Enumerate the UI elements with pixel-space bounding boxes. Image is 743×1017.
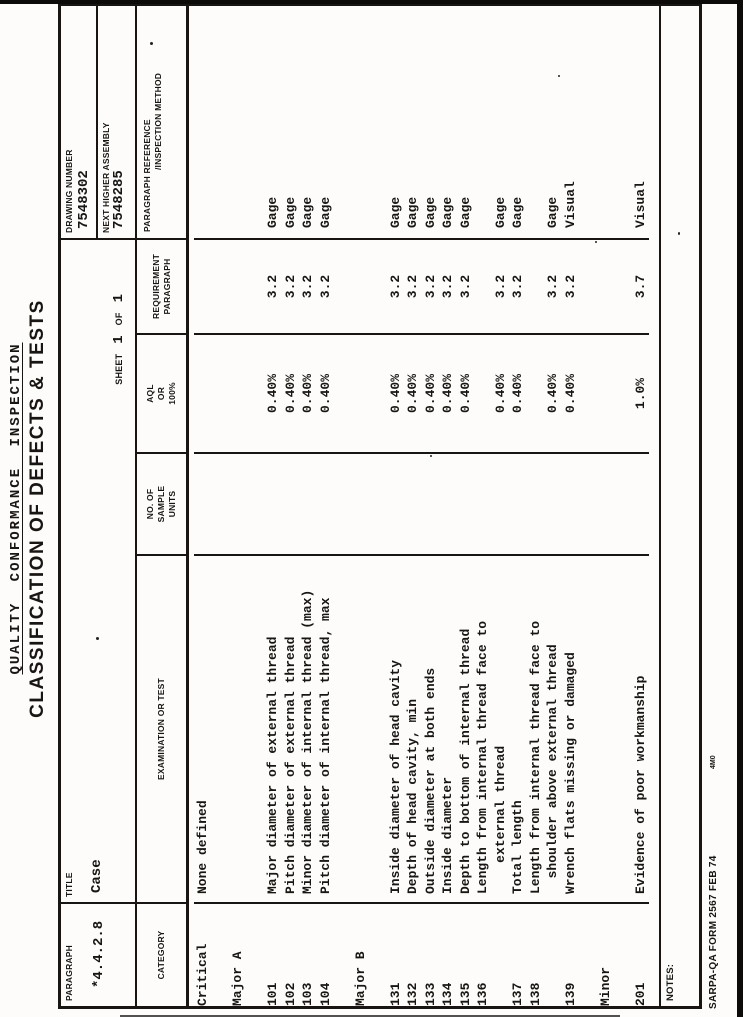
examination-cell (334, 554, 352, 902)
examination-cell: external thread (492, 554, 510, 902)
sample-units-cell (317, 452, 335, 554)
table-row (632, 6, 650, 1006)
examination-cell: None defined (194, 554, 212, 902)
scan-speck (678, 232, 680, 235)
examination-cell: Minor diameter of internal thread (max) (299, 554, 317, 902)
examination-cell: Depth of head cavity, min (404, 554, 422, 902)
category-cell: 139 (562, 902, 580, 1006)
category-cell (614, 902, 632, 1006)
table-row (282, 6, 300, 1006)
category-cell: 132 (404, 902, 422, 1006)
examination-cell (352, 554, 370, 902)
examination-header (137, 554, 186, 902)
examination-cell: Length from internal thread face to (474, 554, 492, 902)
requirement-cell (369, 238, 387, 333)
examination-cell (369, 554, 387, 902)
sample-units-cell (422, 452, 440, 554)
inspection-method-cell (474, 6, 492, 238)
next-higher-assembly-value: 7548285 (111, 170, 127, 229)
aql-cell: 0.40% (404, 333, 422, 452)
inspection-method-cell (614, 6, 632, 238)
sample-units-cell (597, 452, 615, 554)
requirement-cell: 3.2 (439, 238, 457, 333)
inspection-method-cell (352, 6, 370, 238)
inspection-method-cell (527, 6, 545, 238)
aql-cell: 0.40% (457, 333, 475, 452)
category-cell: 101 (264, 902, 282, 1006)
table-body (189, 6, 661, 1006)
requirement-cell: 3.2 (387, 238, 405, 333)
requirement-cell: 3.2 (317, 238, 335, 333)
aql-cell: 0.40% (282, 333, 300, 452)
category-cell: Minor (597, 902, 615, 1006)
table-row (614, 6, 632, 1006)
examination-cell (212, 554, 230, 902)
table-row (527, 6, 545, 1006)
inspection-method-cell: Gage (405, 196, 420, 228)
examination-cell: Inside diameter (439, 554, 457, 902)
title-label: TITLE (64, 872, 74, 897)
inspection-method-cell: Visual (632, 181, 648, 228)
examination-cell (614, 554, 632, 902)
aql-line1: AQL (145, 384, 155, 403)
table-row (404, 6, 422, 1006)
examination-cell: Inside diameter of head cavity (387, 554, 405, 902)
aql-cell (474, 333, 492, 452)
category-cell: 103 (299, 902, 317, 1006)
requirement-cell (597, 238, 615, 333)
reference-header (137, 6, 186, 238)
requirement-cell: 3.2 (264, 238, 282, 333)
sample-units-cell (492, 452, 510, 554)
examination-cell: Outside diameter at both ends (422, 554, 440, 902)
inspection-method-cell (229, 6, 247, 238)
examination-cell: Depth to bottom of internal thread (457, 554, 475, 902)
inspection-method-cell: Gage (300, 196, 315, 228)
drawing-block (61, 6, 135, 238)
category-cell: 104 (317, 902, 335, 1006)
notes-label: NOTES: (665, 963, 676, 1001)
requirement-cell: 3.2 (282, 238, 300, 333)
examination-cell: Pitch diameter of internal thread, max (317, 554, 335, 902)
sheet-number: 1 (111, 335, 127, 344)
sheet-total: 1 (111, 294, 127, 303)
inspection-method-cell (369, 6, 387, 238)
title-value: Case (89, 859, 105, 893)
category-cell: 131 (387, 902, 405, 1006)
title-cell (61, 238, 135, 902)
category-cell (247, 902, 265, 1006)
examination-cell: Evidence of poor workmanship (632, 554, 650, 902)
category-cell: 135 (457, 902, 475, 1006)
sample-units-cell (299, 452, 317, 554)
table-row (299, 6, 317, 1006)
requirement-cell: 3.2 (299, 238, 317, 333)
sample-units-cell (457, 452, 475, 554)
aql-cell: 0.40% (422, 333, 440, 452)
classification-table (58, 3, 702, 1009)
next-higher-assembly-cell (98, 6, 135, 238)
form-titles (8, 0, 49, 1017)
sample-units-line1: NO. OF (145, 488, 155, 520)
category-header (137, 902, 186, 1006)
scan-speck (558, 75, 560, 77)
drawing-number-cell (61, 6, 98, 238)
aql-cell (614, 333, 632, 452)
aql-cell (334, 333, 352, 452)
sample-units-cell (264, 452, 282, 554)
requirement-cell (229, 238, 247, 333)
page-subtitle: CLASSIFICATION OF DEFECTS & TESTS (27, 299, 48, 718)
requirement-cell (334, 238, 352, 333)
category-cell: Major B (352, 902, 370, 1006)
examination-cell: Pitch diameter of external thread (282, 554, 300, 902)
table-row (439, 6, 457, 1006)
table-row (247, 6, 265, 1006)
examination-cell (597, 554, 615, 902)
aql-cell: 0.40% (492, 333, 510, 452)
page-title: QUALITY CONFORMANCE INSPECTION (8, 342, 24, 675)
aql-cell: 0.40% (562, 333, 580, 452)
of-label: OF (114, 312, 124, 326)
reference-line2: /INSPECTION METHOD (153, 72, 163, 170)
table-row (422, 6, 440, 1006)
aql-cell (229, 333, 247, 452)
scan-speck (96, 637, 99, 640)
requirement-cell: 3.2 (562, 238, 580, 333)
inspection-method-cell: Gage (440, 196, 455, 228)
requirement-cell (614, 238, 632, 333)
aql-cell (597, 333, 615, 452)
category-cell: 201 (632, 902, 650, 1006)
sample-units-cell (474, 452, 492, 554)
inspection-method-cell (334, 6, 352, 238)
category-cell: Critical (194, 902, 212, 1006)
table-row (352, 6, 370, 1006)
table-row (509, 6, 527, 1006)
category-cell: 102 (282, 902, 300, 1006)
aql-cell (247, 333, 265, 452)
sample-units-line3: UNITS (167, 490, 177, 518)
requirement-cell: 3.2 (422, 238, 440, 333)
category-cell (492, 902, 510, 1006)
inspection-method-cell: Gage (545, 196, 560, 228)
scan-speck (150, 42, 153, 45)
drawing-number-label: DRAWING NUMBER (64, 149, 74, 233)
aql-cell (194, 333, 212, 452)
scan-edge-bottom (737, 0, 743, 1017)
sample-units-header (137, 452, 186, 554)
category-cell: 133 (422, 902, 440, 1006)
sample-units-cell (229, 452, 247, 554)
table-row (334, 6, 352, 1006)
table-row (492, 6, 510, 1006)
table-row (562, 6, 580, 1006)
aql-line2: OR (156, 386, 166, 401)
inspection-method-cell: Gage (510, 196, 525, 228)
sheet-of-block (109, 288, 127, 385)
table-row (474, 6, 492, 1006)
requirement-cell (579, 238, 597, 333)
requirement-header (137, 238, 186, 333)
sample-units-cell (352, 452, 370, 554)
examination-cell: Length from internal thread face to (527, 554, 545, 902)
sample-units-cell (404, 452, 422, 554)
inspection-method-cell: Gage (457, 196, 473, 228)
inspection-method-cell: Gage (387, 196, 403, 228)
requirement-cell (527, 238, 545, 333)
table-row (544, 6, 562, 1006)
scan-speck (430, 455, 432, 457)
category-cell (334, 902, 352, 1006)
aql-cell: 0.40% (299, 333, 317, 452)
requirement-cell: 3.7 (632, 238, 650, 333)
aql-cell: 0.40% (264, 333, 282, 452)
examination-cell (579, 554, 597, 902)
sample-units-cell (369, 452, 387, 554)
paragraph-value: *4.4.2.8 (91, 920, 107, 988)
aql-cell (352, 333, 370, 452)
category-cell: 136 (474, 902, 492, 1006)
sheet-label: SHEET (114, 353, 124, 385)
requirement-cell (194, 238, 212, 333)
requirement-cell (212, 238, 230, 333)
table-row (369, 6, 387, 1006)
requirement-cell (474, 238, 492, 333)
aql-cell (579, 333, 597, 452)
sample-units-cell (247, 452, 265, 554)
sample-units-cell (212, 452, 230, 554)
column-header-row (137, 6, 189, 1006)
examination-cell: Total length (509, 554, 527, 902)
scan-edge-right (0, 0, 743, 4)
aql-cell: 0.40% (387, 333, 405, 452)
category-cell: 134 (439, 902, 457, 1006)
table-row (229, 6, 247, 1006)
requirement-cell: 3.2 (509, 238, 527, 333)
table-row (212, 6, 230, 1006)
category-cell: Major A (229, 902, 247, 1006)
table-row (387, 6, 405, 1006)
examination-cell: Wrench flats missing or damaged (562, 554, 580, 902)
sample-units-cell (562, 452, 580, 554)
inspection-method-cell (194, 6, 212, 238)
examination-cell (247, 554, 265, 902)
notes-row (661, 6, 699, 1006)
sample-units-cell (544, 452, 562, 554)
inspection-method-cell (212, 6, 230, 238)
sample-units-cell (194, 452, 212, 554)
examination-header-label: EXAMINATION OR TEST (156, 678, 166, 780)
table-row (597, 6, 615, 1006)
table-row (457, 6, 475, 1006)
requirement-cell (352, 238, 370, 333)
category-cell: 137 (509, 902, 527, 1006)
examination-cell: Major diameter of external thread (264, 554, 282, 902)
print-code: 4M0 (710, 755, 717, 769)
aql-header (137, 333, 186, 452)
sample-units-cell (632, 452, 650, 554)
requirement-line1: REQUIREMENT (150, 254, 161, 320)
table-row (264, 6, 282, 1006)
reference-line1: PARAGRAPH REFERENCE (142, 119, 152, 232)
aql-cell: 1.0% (632, 333, 650, 452)
table-row (317, 6, 335, 1006)
examination-cell: shoulder above external thread (544, 554, 562, 902)
category-cell: 138 (527, 902, 545, 1006)
category-header-label: CATEGORY (156, 930, 166, 980)
sample-units-cell (439, 452, 457, 554)
requirement-cell: 3.2 (492, 238, 510, 333)
inspection-method-cell: Gage (317, 196, 333, 228)
aql-cell: 0.40% (544, 333, 562, 452)
paragraph-label: PARAGRAPH (64, 945, 74, 1001)
sample-units-cell (579, 452, 597, 554)
category-cell (544, 902, 562, 1006)
aql-cell (527, 333, 545, 452)
form-id: SARPA-QA FORM 2567 FEB 74 (708, 855, 719, 1009)
inspection-method-cell (247, 6, 265, 238)
category-cell (369, 902, 387, 1006)
drawing-number-value: 7548302 (76, 170, 92, 229)
sample-units-cell (527, 452, 545, 554)
aql-cell: 0.40% (317, 333, 335, 452)
aql-cell: 0.40% (509, 333, 527, 452)
aql-cell (369, 333, 387, 452)
header-row-1 (61, 6, 137, 1006)
requirement-line2: PARAGRAPH (161, 258, 172, 315)
inspection-method-cell: Gage (492, 196, 508, 228)
paragraph-cell (61, 902, 135, 1006)
inspection-method-cell: Visual (562, 181, 578, 228)
examination-cell (229, 554, 247, 902)
sample-units-cell (387, 452, 405, 554)
sample-units-cell (509, 452, 527, 554)
requirement-cell: 3.2 (544, 238, 562, 333)
sample-units-cell (282, 452, 300, 554)
requirement-cell: 3.2 (457, 238, 475, 333)
table-row (579, 6, 597, 1006)
aql-line3: 100% (167, 382, 177, 405)
aql-cell: 0.40% (439, 333, 457, 452)
scan-speck (595, 241, 597, 243)
next-higher-assembly-label: NEXT HIGHER ASSEMBLY (101, 122, 111, 233)
aql-cell (212, 333, 230, 452)
sample-units-cell (334, 452, 352, 554)
sample-units-line2: SAMPLE (156, 485, 166, 523)
sample-units-cell (614, 452, 632, 554)
requirement-cell: 3.2 (404, 238, 422, 333)
inspection-method-cell (597, 6, 615, 238)
inspection-method-cell: Gage (265, 196, 280, 228)
inspection-method-cell: Gage (282, 196, 298, 228)
category-cell (212, 902, 230, 1006)
category-cell (579, 902, 597, 1006)
requirement-cell (247, 238, 265, 333)
table-row (194, 6, 212, 1006)
inspection-method-cell (579, 6, 597, 238)
inspection-method-cell: Gage (422, 196, 438, 228)
